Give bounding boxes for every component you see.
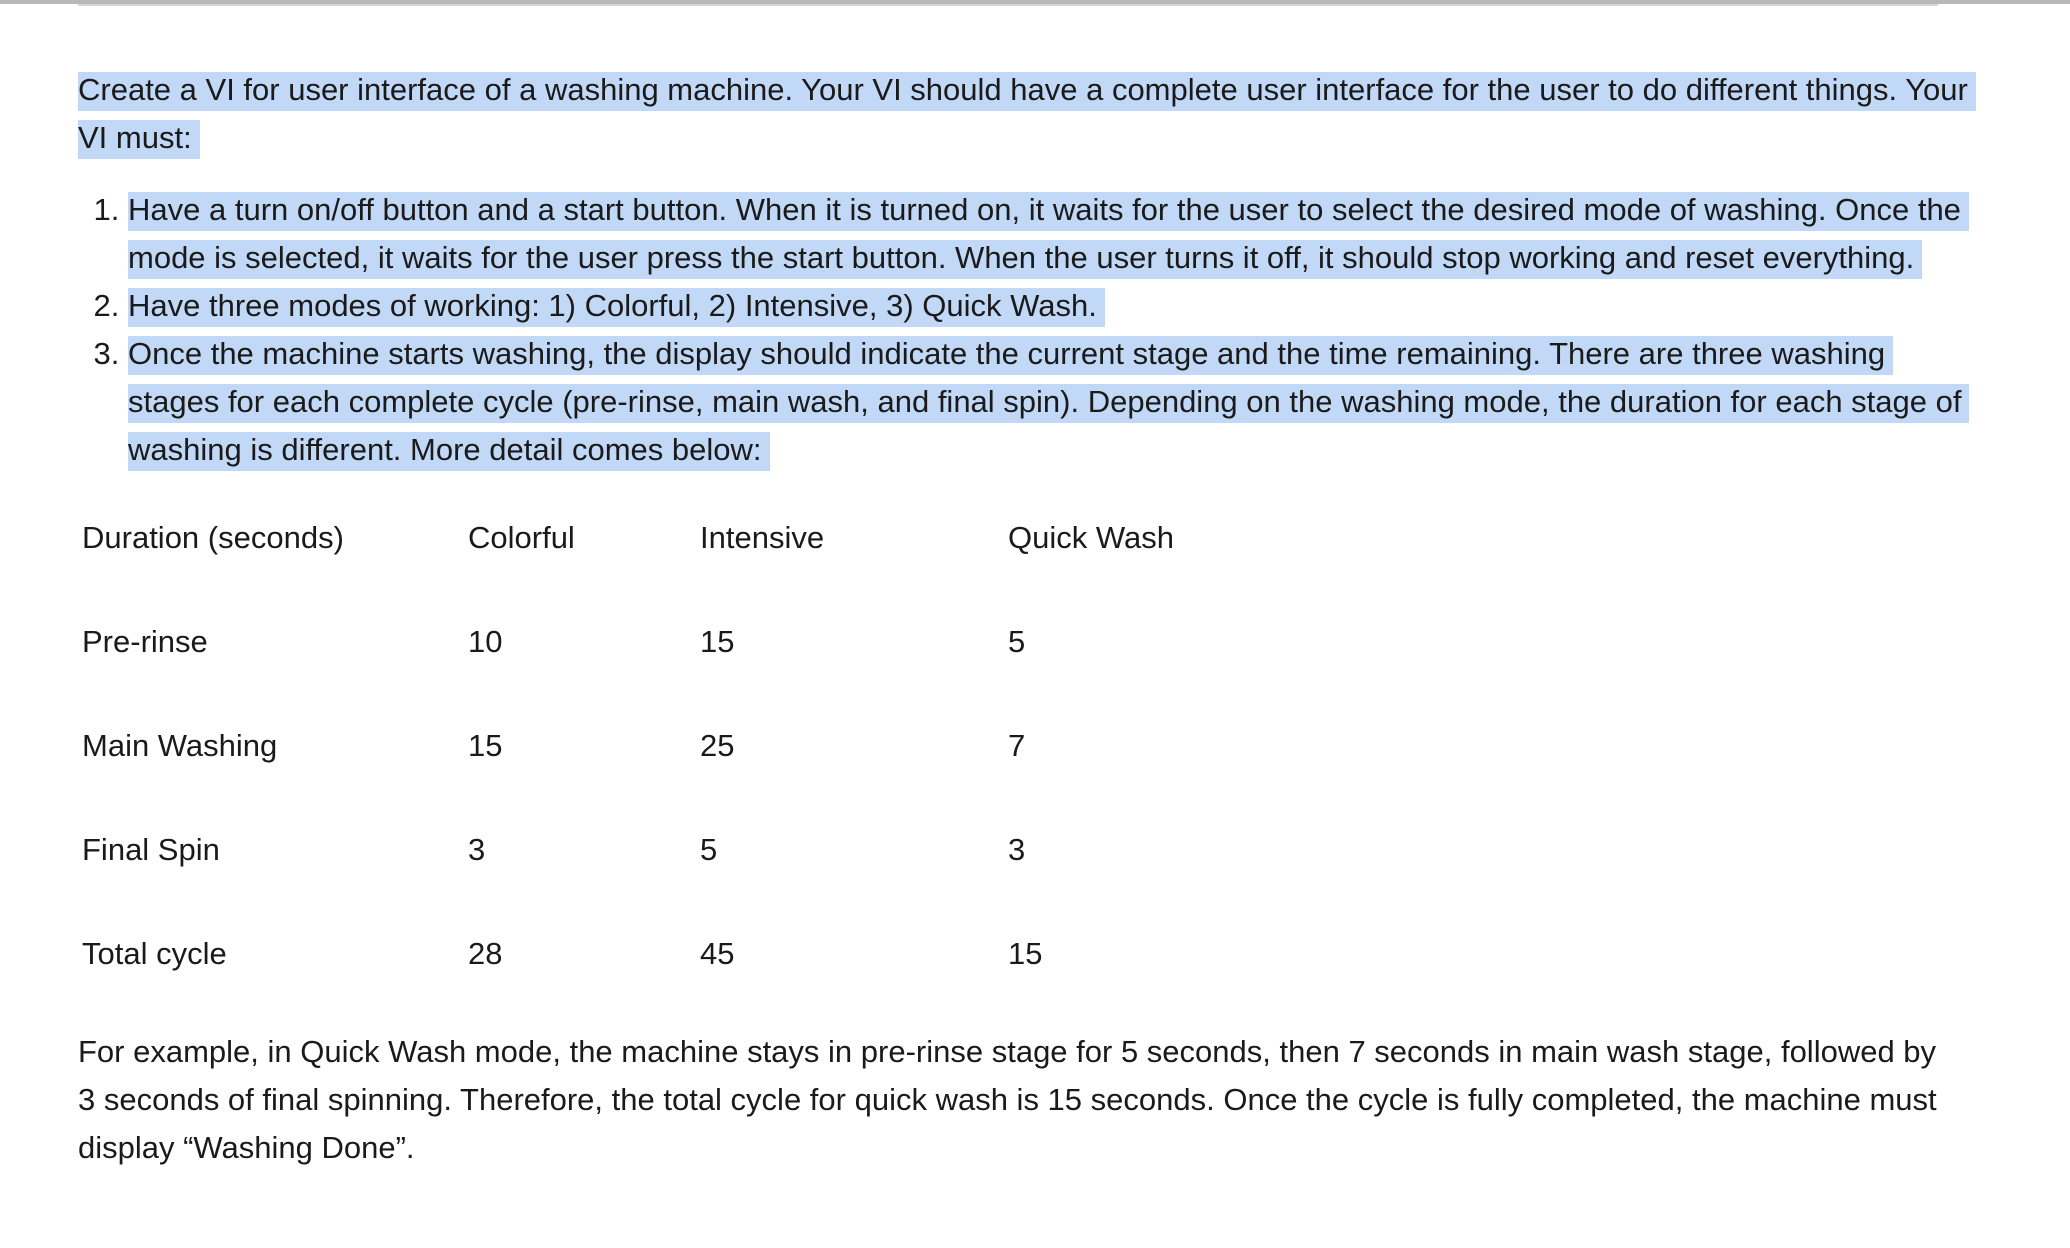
requirement-text: Have three modes of working: 1) Colorful, 2) Intensive, 3) Quick Wash. [128, 288, 1105, 327]
requirement-item-3[interactable] [128, 330, 1968, 474]
table-cell: Final Spin [82, 832, 220, 867]
table-cell: 5 [1008, 624, 1026, 659]
table-cell: 10 [468, 624, 503, 659]
table-cell: 5 [700, 832, 718, 867]
requirement-text: Once the machine starts washing, the display should indicate the current stage and the time remaining. There are three washing stages for each complete cycle (pre-rinse, main wash, and final spin). Depending on the washing mode, the duration for each stage of washing is different. More detail comes below: [128, 336, 1969, 471]
table-cell: 15 [700, 624, 735, 659]
table-cell: 28 [468, 936, 503, 971]
table-header-cell: Colorful [468, 520, 575, 555]
intro-paragraph[interactable] [78, 66, 1968, 162]
table-cell: 3 [1008, 832, 1026, 867]
table-cell: Pre-rinse [82, 624, 208, 659]
page-top-divider [78, 4, 1938, 6]
table-header-row [82, 514, 1308, 618]
table-cell: Total cycle [82, 936, 227, 971]
table-cell: 7 [1008, 728, 1026, 763]
table-cell: 45 [700, 936, 735, 971]
requirement-item-2[interactable] [128, 282, 1968, 330]
table-cell: 3 [468, 832, 486, 867]
requirement-item-1[interactable] [128, 186, 1968, 282]
table-row [82, 618, 1308, 722]
table-header-cell: Quick Wash [1008, 520, 1174, 555]
duration-table [82, 514, 1308, 1034]
table-cell: 25 [700, 728, 735, 763]
table-cell: 15 [1008, 936, 1043, 971]
table-cell: Main Washing [82, 728, 278, 763]
requirements-list [78, 186, 1968, 474]
intro-text: Create a VI for user interface of a washing machine. Your VI should have a complete user interface for the user to do different things. Your VI must: [78, 72, 1976, 159]
example-paragraph[interactable]: For example, in Quick Wash mode, the machine stays in pre-rinse stage for 5 seconds, then 7 seconds in main wash stage, followed by 3 seconds of final spinning. Therefore, the total cycle for quick wash is 15 seconds. Once the cycle is fully completed, the machine must display “Washing Done”. [78, 1034, 1937, 1165]
document-body [78, 66, 1978, 1172]
table-header-cell: Intensive [700, 520, 825, 555]
table-row [82, 722, 1308, 826]
table-row [82, 930, 1308, 1034]
table-header-cell: Duration (seconds) [82, 520, 344, 555]
table-row [82, 826, 1308, 930]
table-cell: 15 [468, 728, 503, 763]
requirement-text: Have a turn on/off button and a start button. When it is turned on, it waits for the user to select the desired mode of washing. Once the mode is selected, it waits for the user press the start button. When the user turns it off, it should stop working and reset everything. [128, 192, 1969, 279]
